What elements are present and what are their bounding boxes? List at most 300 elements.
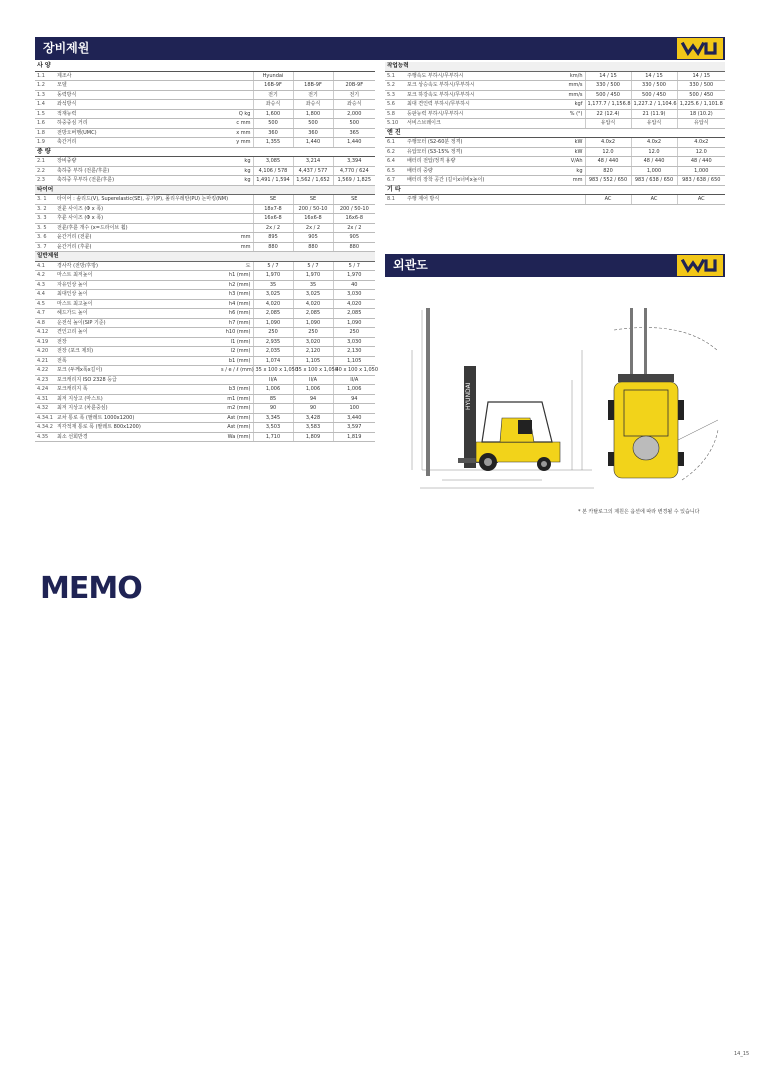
spec-code: 3. 7 <box>35 242 55 252</box>
spec-row <box>35 128 375 138</box>
spec-unit: c mm <box>219 119 253 129</box>
spec-value-16b: II/A <box>253 375 293 385</box>
spec-code: 4.4 <box>35 290 55 300</box>
spec-value-20b: 3,440 <box>333 413 375 423</box>
spec-code: 5.6 <box>385 100 405 110</box>
spec-value-18b: 1,227.2 / 1,104.6 <box>631 100 677 110</box>
spec-row <box>385 119 725 129</box>
spec-value-18b: 35 x 100 x 1,050 <box>293 366 333 376</box>
spec-value-18b: 1,970 <box>293 271 333 281</box>
spec-code: 4.19 <box>35 337 55 347</box>
spec-label: 서비스브레이크 <box>405 119 535 129</box>
spec-value-16b: 360 <box>253 128 293 138</box>
spec-value-18b: 94 <box>293 394 333 404</box>
spec-value-20b: 94 <box>333 394 375 404</box>
spec-value-20b: 2,085 <box>333 309 375 319</box>
spec-label: 배터리 중량 <box>405 166 535 176</box>
spec-value-18b: 3,428 <box>293 413 333 423</box>
spec-value-18b: 5 / 7 <box>293 261 333 271</box>
spec-value-16b: 14 / 15 <box>585 71 631 81</box>
spec-label: 유압모터 (S3-15% 정격) <box>405 147 535 157</box>
outline-header-title: 외관도 <box>393 258 428 272</box>
spec-unit: h2 (mm) <box>219 280 253 290</box>
spec-value-20b: 1,225.6 / 1,101.8 <box>677 100 725 110</box>
spec-unit: mm/s <box>535 90 585 100</box>
spec-value-20b: 4,020 <box>333 299 375 309</box>
spec-value-16b: 22 (12.4) <box>585 109 631 119</box>
section-header <box>35 252 375 262</box>
spec-unit: h7 (mm) <box>219 318 253 328</box>
spec-row <box>35 366 375 376</box>
spec-row <box>35 81 375 91</box>
spec-unit: kg <box>535 166 585 176</box>
spec-unit: % (°) <box>535 109 585 119</box>
section-title: 타이어 <box>35 185 375 195</box>
spec-value-18b: 4,437 / 577 <box>293 166 333 176</box>
section-title: 기 타 <box>385 185 725 195</box>
section-header <box>35 62 375 71</box>
spec-row <box>385 157 725 167</box>
page-number: 14_15 <box>734 1051 750 1057</box>
spec-value-18b: 1,800 <box>293 109 333 119</box>
spec-value-16b: 유압식 <box>585 119 631 129</box>
spec-value-18b: 2,085 <box>293 309 333 319</box>
brand-logo-2 <box>677 255 723 276</box>
spec-value-20b: 40 <box>333 280 375 290</box>
spec-value-16b: 1,491 / 1,594 <box>253 176 293 186</box>
spec-unit: l2 (mm) <box>219 347 253 357</box>
spec-label: 최소 선회반경 <box>55 432 219 442</box>
spec-value-18b: 1,440 <box>293 138 333 148</box>
spec-code: 5.2 <box>385 81 405 91</box>
spec-code: 1.2 <box>35 81 55 91</box>
spec-row <box>35 432 375 442</box>
spec-value-18b: 12.0 <box>631 147 677 157</box>
spec-code: 4.21 <box>35 356 55 366</box>
spec-label: 하중중심 거리 <box>55 119 219 129</box>
spec-label: 경사각 (전방/후방) <box>55 261 219 271</box>
spec-unit: km/h <box>535 71 585 81</box>
section-header <box>35 147 375 157</box>
spec-unit: kg <box>219 166 253 176</box>
forklift-outline-drawing <box>382 290 724 500</box>
spec-row <box>35 195 375 205</box>
spec-value-16b: 35 x 100 x 1,050 <box>253 366 293 376</box>
spec-row <box>35 328 375 338</box>
spec-code: 4.35 <box>35 432 55 442</box>
spec-row <box>35 394 375 404</box>
spec-row <box>35 347 375 357</box>
spec-value-18b: 좌승식 <box>293 100 333 110</box>
spec-value-20b: 983 / 638 / 650 <box>677 176 725 186</box>
spec-row <box>35 299 375 309</box>
spec-row <box>35 242 375 252</box>
spec-header-bar <box>35 37 725 60</box>
spec-label: 포크캐리지 폭 <box>55 385 219 395</box>
spec-label: 포크 (두께x폭x길이) <box>55 366 219 376</box>
spec-value-18b: 48 / 440 <box>631 157 677 167</box>
spec-value-16b: 48 / 440 <box>585 157 631 167</box>
spec-value-20b: 1,819 <box>333 432 375 442</box>
spec-code: 1.8 <box>35 128 55 138</box>
spec-row <box>385 176 725 186</box>
spec-unit: kW <box>535 147 585 157</box>
spec-value-20b <box>333 71 375 81</box>
spec-label: 포크캐리지 ISO 2328 등급 <box>55 375 219 385</box>
spec-value-20b: 좌승식 <box>333 100 375 110</box>
spec-value-18b: 21 (11.9) <box>631 109 677 119</box>
spec-row <box>35 413 375 423</box>
spec-code: 2.2 <box>35 166 55 176</box>
spec-row <box>35 166 375 176</box>
spec-label: 장비중량 <box>55 157 219 167</box>
spec-label: 배터리 장착 공간 (길이x너비x높이) <box>405 176 535 186</box>
spec-value-16b: 330 / 500 <box>585 81 631 91</box>
spec-row <box>35 290 375 300</box>
spec-code: 4.1 <box>35 261 55 271</box>
spec-unit: s / e / ℓ (mm) <box>221 367 254 374</box>
spec-value-20b: AC <box>677 195 725 205</box>
spec-value-18b: 250 <box>293 328 333 338</box>
spec-unit: Ast (mm) <box>219 423 253 433</box>
spec-unit: mm <box>219 242 253 252</box>
spec-value-16b: 4,106 / 578 <box>253 166 293 176</box>
spec-value-20b: 3,597 <box>333 423 375 433</box>
spec-label: 전방오버행(UMC) <box>55 128 219 138</box>
spec-value-18b: 1,090 <box>293 318 333 328</box>
spec-unit <box>219 81 253 91</box>
spec-value-16b: 2,035 <box>253 347 293 357</box>
spec-row <box>385 100 725 110</box>
spec-row <box>35 261 375 271</box>
spec-row <box>35 404 375 414</box>
spec-code: 5.3 <box>385 90 405 100</box>
spec-value-16b: 1,090 <box>253 318 293 328</box>
spec-value-18b: 2x / 2 <box>293 223 333 233</box>
spec-unit <box>219 90 253 100</box>
spec-value-16b: Hyundai <box>253 71 293 81</box>
spec-code: 4.23 <box>35 375 55 385</box>
spec-label: 주행속도 부하시/무부하시 <box>405 71 535 81</box>
spec-value-16b: SE <box>253 195 293 205</box>
spec-value-20b: 1,105 <box>333 356 375 366</box>
spec-value-16b: 983 / 552 / 650 <box>585 176 631 186</box>
spec-row <box>35 280 375 290</box>
spec-row <box>35 233 375 243</box>
spec-value-20b: 12.0 <box>677 147 725 157</box>
spec-code: 4.32 <box>35 404 55 414</box>
spec-unit: Q kg <box>219 109 253 119</box>
spec-value-18b: 880 <box>293 242 333 252</box>
spec-value-18b: 3,020 <box>293 337 333 347</box>
spec-label: 직각적재 통로 폭 (팔레트 800x1200) <box>55 423 219 433</box>
section-title: 작업능력 <box>385 62 725 71</box>
spec-value-20b: 500 <box>333 119 375 129</box>
spec-unit: y mm <box>219 138 253 148</box>
spec-value-20b: 2,130 <box>333 347 375 357</box>
spec-label: 전폭 <box>55 356 219 366</box>
spec-label: 전장 <box>55 337 219 347</box>
spec-code: 6.4 <box>385 157 405 167</box>
spec-label: 포크 하강속도 부하시/무부하시 <box>405 90 535 100</box>
spec-value-20b: 5 / 7 <box>333 261 375 271</box>
spec-value-16b: 3,085 <box>253 157 293 167</box>
spec-row <box>35 138 375 148</box>
spec-label: 등판능력 부하시/무부하시 <box>405 109 535 119</box>
spec-code: 1.5 <box>35 109 55 119</box>
spec-code: 4.2 <box>35 271 55 281</box>
spec-row <box>35 119 375 129</box>
memo-title: MEMO <box>40 571 142 606</box>
spec-code: 4.12 <box>35 328 55 338</box>
spec-value-16b: 85 <box>253 394 293 404</box>
spec-value-16b: 1,074 <box>253 356 293 366</box>
spec-label: 윤간거리 (후륜) <box>55 242 219 252</box>
spec-label: 최대 견인력 부하시/무부하시 <box>405 100 535 110</box>
spec-label: 교차 통로 폭 (팔레트 1000x1200) <box>55 413 219 423</box>
spec-label: 축간거리 <box>55 138 219 148</box>
spec-row <box>385 138 725 148</box>
spec-unit: b3 (mm) <box>219 385 253 395</box>
spec-unit: m2 (mm) <box>219 404 253 414</box>
spec-row <box>35 375 375 385</box>
spec-value-18b: 1,000 <box>631 166 677 176</box>
spec-value-16b: 1,006 <box>253 385 293 395</box>
spec-value-16b: 1,177.7 / 1,156.8 <box>585 100 631 110</box>
brand-logo <box>677 38 723 59</box>
spec-label: 최대인상 높이 <box>55 290 219 300</box>
spec-value-18b: 16x6-8 <box>293 214 333 224</box>
spec-label: 모델 <box>55 81 219 91</box>
spec-code: 8.1 <box>385 195 405 205</box>
spec-value-16b: 2,085 <box>253 309 293 319</box>
spec-value-18b: AC <box>631 195 677 205</box>
spec-label: 전륜 사이즈 (Φ x 폭) <box>55 204 219 214</box>
spec-label: 축하중 부하 (전륜/후륜) <box>55 166 219 176</box>
spec-code: 5.1 <box>385 71 405 81</box>
spec-unit: mm <box>219 233 253 243</box>
section-header <box>385 128 725 138</box>
spec-value-16b: AC <box>585 195 631 205</box>
spec-value-18b: 360 <box>293 128 333 138</box>
spec-value-18b: 3,214 <box>293 157 333 167</box>
spec-row <box>35 100 375 110</box>
spec-row <box>35 423 375 433</box>
spec-value-20b: 18 (10.2) <box>677 109 725 119</box>
spec-value-18b: 유압식 <box>631 119 677 129</box>
spec-value-20b: 1,090 <box>333 318 375 328</box>
spec-row <box>35 309 375 319</box>
spec-value-20b: 500 / 450 <box>677 90 725 100</box>
spec-unit <box>219 100 253 110</box>
spec-value-18b: 3,583 <box>293 423 333 433</box>
section-header <box>35 185 375 195</box>
spec-code: 6.5 <box>385 166 405 176</box>
spec-code: 4.31 <box>35 394 55 404</box>
spec-table-left <box>35 62 378 442</box>
spec-row <box>385 90 725 100</box>
spec-row <box>385 166 725 176</box>
spec-label: 포크 상승속도 부하시/무부하시 <box>405 81 535 91</box>
spec-value-18b: 35 <box>293 280 333 290</box>
spec-value-20b: 1,970 <box>333 271 375 281</box>
spec-value-16b: 좌승식 <box>253 100 293 110</box>
mast-brand-text: HYUNDAI <box>465 382 472 410</box>
spec-unit: kg <box>219 157 253 167</box>
spec-row <box>35 71 375 81</box>
spec-value-16b: 12.0 <box>585 147 631 157</box>
spec-code: 4.3 <box>35 280 55 290</box>
spec-row <box>35 318 375 328</box>
spec-value-18b: 905 <box>293 233 333 243</box>
spec-value-18b: 330 / 500 <box>631 81 677 91</box>
spec-value-16b: 전기 <box>253 90 293 100</box>
spec-unit: kgf <box>535 100 585 110</box>
section-header <box>385 62 725 71</box>
spec-value-18b: 14 / 15 <box>631 71 677 81</box>
spec-value-20b: 3,030 <box>333 290 375 300</box>
spec-value-16b: 500 / 450 <box>585 90 631 100</box>
spec-row <box>35 204 375 214</box>
spec-value-20b: 전기 <box>333 90 375 100</box>
spec-label: 배터리 전압/정격 용량 <box>405 157 535 167</box>
spec-value-16b: 820 <box>585 166 631 176</box>
spec-row <box>35 157 375 167</box>
spec-label: 주행모터 (S2-60분 정격) <box>405 138 535 148</box>
spec-value-18b: 500 <box>293 119 333 129</box>
spec-value-16b: 4.0x2 <box>585 138 631 148</box>
spec-label: 마스트 최고높이 <box>55 299 219 309</box>
spec-value-18b: 4,020 <box>293 299 333 309</box>
spec-row <box>35 90 375 100</box>
spec-row <box>35 223 375 233</box>
spec-value-16b: 2,935 <box>253 337 293 347</box>
spec-unit: kg <box>219 176 253 186</box>
spec-value-18b: 500 / 450 <box>631 90 677 100</box>
spec-value-20b: 365 <box>333 128 375 138</box>
spec-code: 1.6 <box>35 119 55 129</box>
spec-value-20b: 2,000 <box>333 109 375 119</box>
spec-unit: kW <box>535 138 585 148</box>
spec-label: 전륜/후륜 개수 (x=드라이브 휠) <box>55 223 219 233</box>
spec-label: 헤드가드 높이 <box>55 309 219 319</box>
spec-label: 좌석방식 <box>55 100 219 110</box>
spec-value-20b: 880 <box>333 242 375 252</box>
spec-code: 1.9 <box>35 138 55 148</box>
spec-value-20b: 330 / 500 <box>677 81 725 91</box>
spec-row <box>35 176 375 186</box>
spec-value-18b: 1,562 / 1,652 <box>293 176 333 186</box>
spec-label: 주행 제어 방식 <box>405 195 535 205</box>
spec-value-18b: 983 / 638 / 650 <box>631 176 677 186</box>
spec-value-16b: 5 / 7 <box>253 261 293 271</box>
spec-value-18b: 1,809 <box>293 432 333 442</box>
spec-unit <box>219 71 253 81</box>
spec-value-16b: 18x7-8 <box>253 204 293 214</box>
spec-code: 3. 1 <box>35 195 55 205</box>
spec-value-20b: 3,030 <box>333 337 375 347</box>
section-title: 일반제원 <box>35 252 375 262</box>
fork-upper <box>426 308 430 476</box>
spec-unit: x mm <box>219 128 253 138</box>
spec-value-16b: 2x / 2 <box>253 223 293 233</box>
spec-row <box>35 214 375 224</box>
spec-label: 동력방식 <box>55 90 219 100</box>
spec-code: 2.1 <box>35 157 55 167</box>
spec-unit: h3 (mm) <box>219 290 253 300</box>
spec-value-16b: 90 <box>253 404 293 414</box>
section-title: 중 량 <box>35 147 375 157</box>
spec-value-16b: 3,345 <box>253 413 293 423</box>
spec-value-20b: SE <box>333 195 375 205</box>
spec-value-20b: 유압식 <box>677 119 725 129</box>
spec-code: 3. 2 <box>35 204 55 214</box>
spec-unit: h10 (mm) <box>219 328 253 338</box>
spec-value-18b: 1,105 <box>293 356 333 366</box>
spec-row <box>385 81 725 91</box>
spec-code: 4.5 <box>35 299 55 309</box>
spec-value-20b: 1,000 <box>677 166 725 176</box>
spec-value-16b: 895 <box>253 233 293 243</box>
spec-row <box>385 147 725 157</box>
spec-unit: h1 (mm) <box>219 271 253 281</box>
spec-code: 3. 6 <box>35 233 55 243</box>
spec-code: 5.8 <box>385 109 405 119</box>
spec-unit: h6 (mm) <box>219 309 253 319</box>
spec-value-16b: 16x6-8 <box>253 214 293 224</box>
spec-code: 4.8 <box>35 318 55 328</box>
spec-value-16b: 1,355 <box>253 138 293 148</box>
spec-value-16b: 1,710 <box>253 432 293 442</box>
spec-code: 4.24 <box>35 385 55 395</box>
spec-code: 3. 3 <box>35 214 55 224</box>
spec-value-20b: 2x / 2 <box>333 223 375 233</box>
spec-label: 윤간거리 (전륜) <box>55 233 219 243</box>
spec-code: 4.22 <box>35 366 55 376</box>
spec-value-20b: 16x6-8 <box>333 214 375 224</box>
spec-value-18b: 200 / 50-10 <box>293 204 333 214</box>
spec-row <box>35 271 375 281</box>
spec-unit: b1 (mm) <box>219 356 253 366</box>
footnote: * 본 카탈로그의 제원은 옵션에 따라 변경될 수 있습니다 <box>578 509 700 515</box>
spec-value-18b: II/A <box>293 375 333 385</box>
spec-unit: mm <box>535 176 585 186</box>
spec-value-20b: II/A <box>333 375 375 385</box>
spec-unit: m1 (mm) <box>219 394 253 404</box>
section-header <box>385 185 725 195</box>
spec-value-18b: 전기 <box>293 90 333 100</box>
spec-value-20b: 1,440 <box>333 138 375 148</box>
spec-value-20b: 1,006 <box>333 385 375 395</box>
spec-value-18b <box>293 71 333 81</box>
spec-row <box>385 71 725 81</box>
spec-value-18b: 2,120 <box>293 347 333 357</box>
spec-label: 적재능력 <box>55 109 219 119</box>
spec-label: 견인고리 높이 <box>55 328 219 338</box>
spec-row <box>35 356 375 366</box>
spec-value-20b: 1,569 / 1,825 <box>333 176 375 186</box>
spec-value-20b: 905 <box>333 233 375 243</box>
spec-value-16b: 35 <box>253 280 293 290</box>
spec-label: 최저 지상고 (마스트) <box>55 394 219 404</box>
spec-code: 6.2 <box>385 147 405 157</box>
top-view <box>608 308 718 480</box>
spec-unit: mm/s <box>535 81 585 91</box>
spec-unit: Wa (mm) <box>219 432 253 442</box>
spec-header-title: 장비제원 <box>43 41 90 55</box>
spec-code: 2.3 <box>35 176 55 186</box>
spec-value-16b: 4,020 <box>253 299 293 309</box>
